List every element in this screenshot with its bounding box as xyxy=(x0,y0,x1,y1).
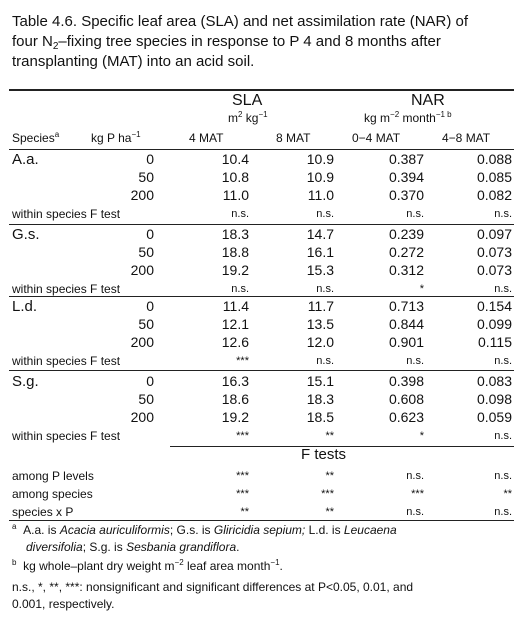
caption-line-1: Table 4.6. Specific leaf area (SLA) and net assimilation rate (NAR) of xyxy=(12,13,469,30)
sla-header: SLA xyxy=(232,92,263,109)
value-cell: 0.099 xyxy=(476,316,512,332)
f-test-cell: *** xyxy=(236,488,249,500)
value-cell: 19.2 xyxy=(221,409,249,425)
footnote-a-cont: diversifolia; S.g. is Sesbania grandiflora. xyxy=(26,540,240,554)
species-label: G.s. xyxy=(12,226,40,243)
f-test-cell: n.s. xyxy=(494,430,512,442)
f-test-cell: ** xyxy=(503,488,512,500)
p-level-cell: 50 xyxy=(138,244,154,260)
value-cell: 18.6 xyxy=(221,391,249,407)
value-cell: 12.6 xyxy=(221,334,249,350)
species-col-header: Species$^a$ xyxy=(12,130,60,145)
col-header-4-8mat: 4−8 MAT xyxy=(442,131,491,145)
p-level-cell: 200 xyxy=(130,187,154,203)
f-test-cell: n.s. xyxy=(494,470,512,482)
f-test-cell: n.s. xyxy=(231,283,249,295)
nar-unit: kg $m^{-2}$ month$^{-1 b}$ xyxy=(364,110,452,125)
caption-line-2b: –fixing tree species in response to P 4 and 8 months after xyxy=(58,33,441,50)
f-test-cell: *** xyxy=(321,488,334,500)
f-test-cell: n.s. xyxy=(316,208,334,220)
value-cell: 0.082 xyxy=(476,187,512,203)
value-cell: 10.9 xyxy=(306,151,334,167)
within-species-f-test-label: within species F test xyxy=(12,429,121,443)
p-level-cell: 0 xyxy=(146,298,154,314)
f-test-cell: ** xyxy=(240,506,249,518)
p-level-cell: 50 xyxy=(138,391,154,407)
f-test-cell: *** xyxy=(236,470,249,482)
value-cell: 0.312 xyxy=(388,262,424,278)
value-cell: 0.370 xyxy=(388,187,424,203)
value-cell: 0.098 xyxy=(476,391,512,407)
value-cell: 0.073 xyxy=(476,244,512,260)
within-species-f-test-label: within species F test xyxy=(12,354,121,368)
p-level-cell: 200 xyxy=(130,262,154,278)
f-test-cell: * xyxy=(419,283,424,295)
p-level-cell: 50 xyxy=(138,169,154,185)
value-cell: 18.3 xyxy=(306,391,334,407)
group-divider xyxy=(9,224,514,225)
value-cell: 18.5 xyxy=(306,409,334,425)
value-cell: 15.1 xyxy=(306,373,334,389)
value-cell: 0.387 xyxy=(388,151,424,167)
p-level-cell: 0 xyxy=(146,373,154,389)
footnote-significance: n.s., *, **, ***: nonsignificant and significant differences at P<0.05, 0.01, and xyxy=(12,580,414,594)
value-cell: 11.0 xyxy=(307,187,334,203)
value-cell: 0.154 xyxy=(476,298,512,314)
p-level-cell: 200 xyxy=(130,334,154,350)
value-cell: 0.608 xyxy=(388,391,424,407)
f-test-cell: n.s. xyxy=(406,208,424,220)
f-test-cell: n.s. xyxy=(406,355,424,367)
value-cell: 0.115 xyxy=(478,334,512,350)
value-cell: 0.844 xyxy=(388,316,424,332)
p-level-cell: 0 xyxy=(146,226,154,242)
f-test-cell: * xyxy=(419,430,424,442)
value-cell: 11.7 xyxy=(307,298,334,314)
f-test-cell: *** xyxy=(236,355,249,367)
f-test-cell: *** xyxy=(411,488,424,500)
table-caption xyxy=(12,12,517,72)
within-species-f-test-label: within species F test xyxy=(12,207,121,221)
col-header-4mat: 4 MAT xyxy=(189,131,224,145)
species-label: A.a. xyxy=(12,151,39,168)
value-cell: 0.398 xyxy=(388,373,424,389)
value-cell: 0.239 xyxy=(388,226,424,242)
caption-line-2 xyxy=(12,32,517,52)
f-test-cell: *** xyxy=(236,430,249,442)
footnote-b: $^b$ kg whole–plant dry weight $m^{-2}$ leaf area month$^{-1}$. xyxy=(12,558,283,573)
col-header-0-4mat: 0−4 MAT xyxy=(352,131,401,145)
table-top-rule xyxy=(9,89,514,91)
caption-line-2a: four N xyxy=(12,33,53,50)
f-tests-title: F tests xyxy=(301,446,347,463)
f-test-cell: n.s. xyxy=(406,470,424,482)
species-label: L.d. xyxy=(12,298,38,315)
value-cell: 18.3 xyxy=(221,226,249,242)
f-test-cell: n.s. xyxy=(231,208,249,220)
value-cell: 15.3 xyxy=(306,262,334,278)
value-cell: 0.083 xyxy=(476,373,512,389)
value-cell: 12.1 xyxy=(221,316,249,332)
nar-header: NAR xyxy=(411,92,445,109)
f-test-cell: n.s. xyxy=(406,506,424,518)
header-bottom-rule xyxy=(9,149,514,150)
f-test-cell: ** xyxy=(325,470,334,482)
value-cell: 16.1 xyxy=(306,244,334,260)
value-cell: 0.623 xyxy=(388,409,424,425)
p-level-cell: 50 xyxy=(138,316,154,332)
group-divider xyxy=(9,370,514,371)
value-cell: 0.394 xyxy=(388,169,424,185)
value-cell: 0.088 xyxy=(476,151,512,167)
value-cell: 0.097 xyxy=(476,226,512,242)
f-test-cell: ** xyxy=(325,430,334,442)
f-test-cell: n.s. xyxy=(494,355,512,367)
f-test-row-label: among species xyxy=(12,487,93,501)
value-cell: 0.059 xyxy=(476,409,512,425)
value-cell: 0.085 xyxy=(476,169,512,185)
value-cell: 0.073 xyxy=(476,262,512,278)
table-bottom-rule xyxy=(9,520,514,521)
f-test-cell: n.s. xyxy=(494,506,512,518)
f-test-cell: n.s. xyxy=(316,355,334,367)
species-label: S.g. xyxy=(12,373,39,390)
f-test-row-label: among P levels xyxy=(12,469,94,483)
footnote-significance-cont: 0.001, respectively. xyxy=(12,597,115,611)
value-cell: 14.7 xyxy=(306,226,334,242)
col-header-8mat: 8 MAT xyxy=(276,131,311,145)
value-cell: 16.3 xyxy=(221,373,249,389)
value-cell: 13.5 xyxy=(306,316,334,332)
sla-unit: $m^2$ $kg^{-1}$ xyxy=(228,110,268,125)
f-test-cell: n.s. xyxy=(316,283,334,295)
caption-line-3: transplanting (MAT) into an acid soil. xyxy=(12,53,255,70)
value-cell: 11.0 xyxy=(222,187,249,203)
p-level-col-header: kg P $ha^{-1}$ xyxy=(91,130,141,145)
footnote-a: $^a$ A.a. is Acacia auriculiformis; G.s. is Gliricidia sepium; L.d. is Leucaena xyxy=(12,522,397,537)
within-species-f-test-label: within species F test xyxy=(12,282,121,296)
p-level-cell: 0 xyxy=(146,151,154,167)
group-divider xyxy=(9,296,514,297)
f-test-cell: ** xyxy=(325,506,334,518)
value-cell: 10.4 xyxy=(221,151,249,167)
value-cell: 10.9 xyxy=(306,169,334,185)
value-cell: 12.0 xyxy=(306,334,334,350)
caption-subscript: 2 xyxy=(52,41,59,52)
value-cell: 0.713 xyxy=(388,298,424,314)
f-test-cell: n.s. xyxy=(494,283,512,295)
value-cell: 11.4 xyxy=(222,298,249,314)
value-cell: 18.8 xyxy=(221,244,249,260)
p-level-cell: 200 xyxy=(130,409,154,425)
f-test-cell: n.s. xyxy=(494,208,512,220)
value-cell: 10.8 xyxy=(221,169,249,185)
value-cell: 0.272 xyxy=(388,244,424,260)
value-cell: 19.2 xyxy=(221,262,249,278)
f-test-row-label: species x P xyxy=(12,505,74,519)
value-cell: 0.901 xyxy=(388,334,424,350)
